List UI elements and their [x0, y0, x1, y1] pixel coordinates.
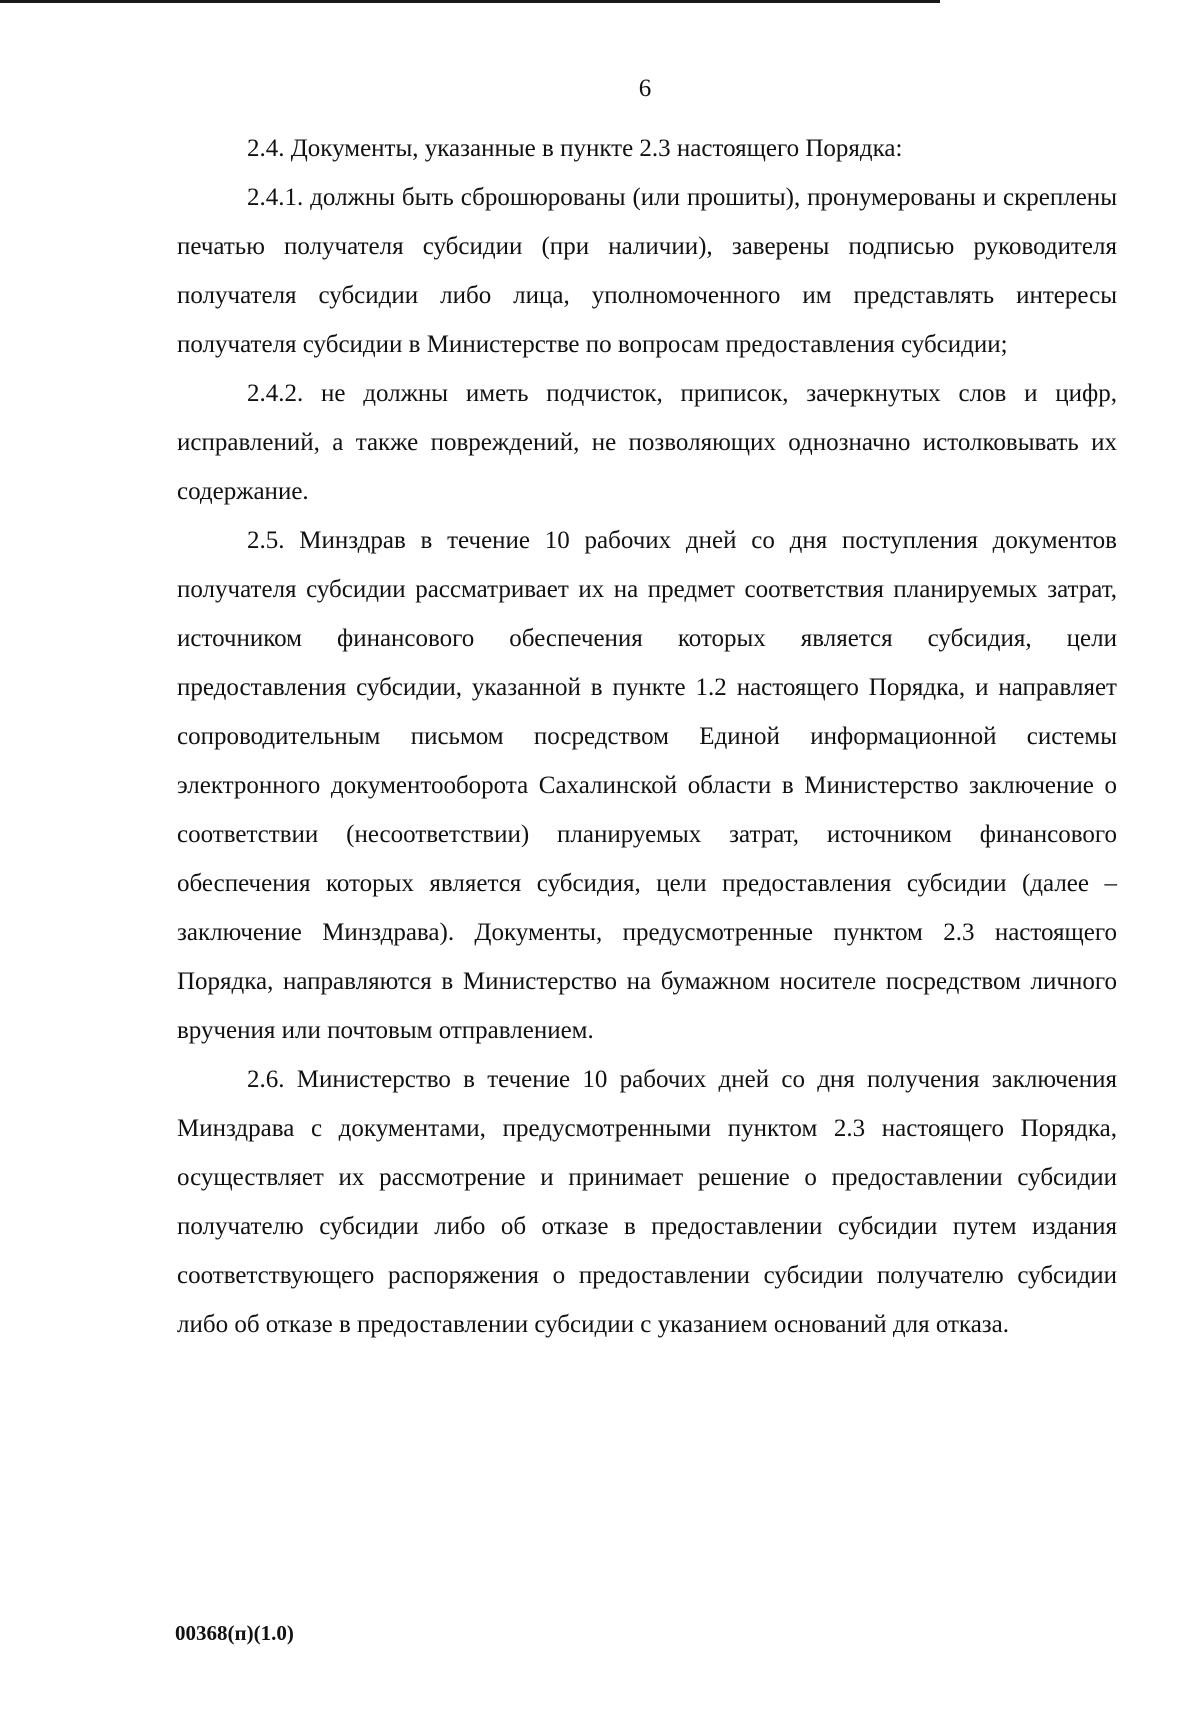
page-number: 6	[638, 75, 652, 102]
document-body	[177, 124, 1117, 1349]
paragraph-2-6: 2.6. Министерство в течение 10 рабочих дней со дня получения заключения Минздрава с документами, предусмотренными пунктом 2.3 настоящего Порядка, осуществляет их рассмотрение и принимает решение о предоставлении субсидии получателю субсидии либо об отказе в предоставлении субсидии путем издания соответствующего распоряжения о предоставлении субсидии получателю субсидии либо об отказе в предоставлении субсидии с указанием оснований для отказа.	[177, 1066, 1117, 1338]
document-code: 00368(п)(1.0)	[175, 1621, 294, 1645]
paragraph-2-4: 2.4. Документы, указанные в пункте 2.3 настоящего Порядка:	[247, 135, 903, 162]
paragraph-2-4-1: 2.4.1. должны быть сброшюрованы (или прошиты), пронумерованы и скреплены печатью получателя субсидии (при наличии), заверены подписью руководителя получателя субсидии либо лица, уполномоченного им представлять интересы получателя субсидии в Министерстве по вопросам предоставления субсидии;	[177, 184, 1117, 358]
top-border-line	[0, 0, 940, 3]
paragraph-2-4-2: 2.4.2. не должны иметь подчисток, приписок, зачеркнутых слов и цифр, исправлений, а также повреждений, не позволяющих однозначно истолковывать их содержание.	[177, 380, 1117, 505]
paragraph-2-5: 2.5. Минздрав в течение 10 рабочих дней со дня поступления документов получателя субсидии рассматривает их на предмет соответствия планируемых затрат, источником финансового обеспечения которых является субсидия, цели предоставления субсидии, указанной в пункте 1.2 настоящего Порядка, и направляет сопроводительным письмом посредством Единой информационной системы электронного документооборота Сахалинской области в Министерство заключение о соответствии (несоответствии) планируемых затрат, источником финансового обеспечения которых является субсидия, цели предоставления субсидии (далее – заключение Минздрава). Документы, предусмотренные пунктом 2.3 настоящего Порядка, направляются в Министерство на бумажном носителе посредством личного вручения или почтовым отправлением.	[177, 527, 1117, 1044]
